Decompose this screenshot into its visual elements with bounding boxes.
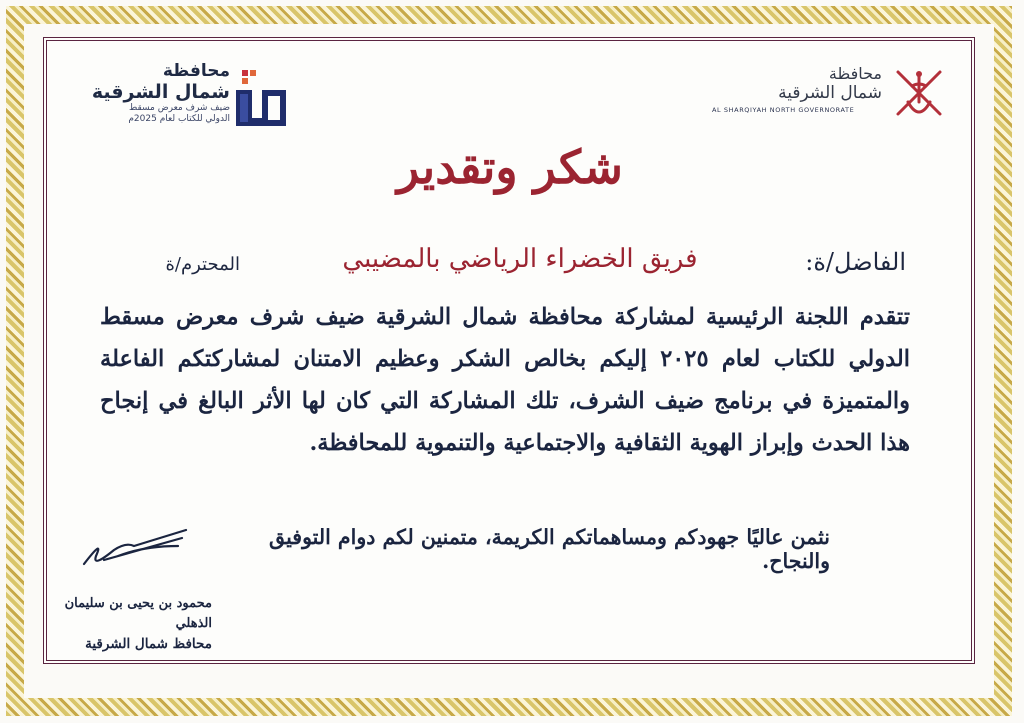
gov-name-line1: محافظة [162,61,230,81]
guest-honor-line2: الدولي للكتاب لعام 2025م [128,114,230,124]
certificate-title: شكر وتقدير [397,140,623,194]
book-fair-logo-icon [232,68,290,130]
signer-role: محافظ شمال الشرقية [85,636,212,652]
closing-statement: نثمن عاليًا جهودكم ومساهماتكم الكريمة، متمنين لكم دوام التوفيق والنجاح. [269,525,830,573]
salutation-respected: المحترم/ة [165,254,240,275]
gov-name-line2: شمال الشرقية [91,81,230,103]
governorate-branding [712,64,882,114]
signer-name: محمود بن يحيى بن سليمان الذهلي [64,596,212,631]
certificate-body: تتقدم اللجنة الرئيسية لمشاركة محافظة شمال الشرقية ضيف شرف معرض مسقط الدولي للكتاب لعام ٢٠٢٥ إليكم بخالص الشكر وعظيم الامتنان لمشاركتكم الفاعلة والمتميزة في برنامج ضيف الشرف، تلك المشاركة التي كان لها الأثر البالغ في إنجاح هذا الحدث وإبراز الهوية الثقافية والاجتماعية والتنموية للمحافظة. [100,304,910,456]
guest-of-honor-branding [80,62,230,125]
gov-english-name: AL SHARQIYAH NORTH GOVERNORATE [712,106,855,114]
recipient-name: فريق الخضراء الرياضي بالمضيبي [342,244,698,274]
salutation-honorific: الفاضل/ة: [805,248,906,276]
gov-right-line2: شمال الشرقية [778,83,882,103]
signer-block [62,594,212,654]
guest-honor-line1: ضيف شرف معرض مسقط [128,103,230,113]
gov-right-line1: محافظة [828,64,882,83]
handwritten-signature [74,516,192,576]
oman-emblem-icon [888,62,950,126]
